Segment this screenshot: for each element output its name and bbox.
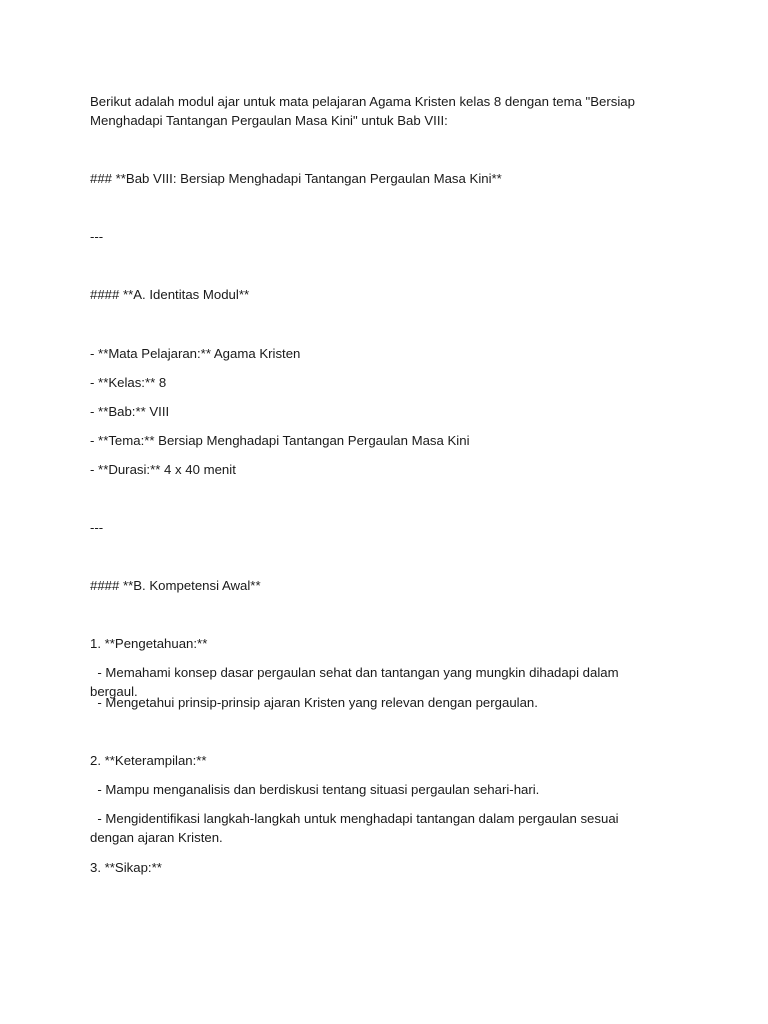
knowledge-point: - Memahami konsep dasar pergaulan sehat dan tantangan yang mungkin dihadapi dalam bergaul. [90, 665, 623, 699]
skills-point: - Mampu menganalisis dan berdiskusi tentang situasi pergaulan sehari-hari. [90, 782, 540, 797]
group-title-knowledge: 1. **Pengetahuan:** [90, 636, 208, 651]
section-b-heading: #### **B. Kompetensi Awal** [90, 578, 261, 593]
identity-item-subject: - **Mata Pelajaran:** Agama Kristen [90, 346, 301, 361]
separator: --- [90, 520, 104, 535]
identity-item-class: - **Kelas:** 8 [90, 375, 167, 390]
identity-item-chapter: - **Bab:** VIII [90, 404, 170, 419]
group-title-skills: 2. **Keterampilan:** [90, 753, 207, 768]
chapter-heading: ### **Bab VIII: Bersiap Menghadapi Tantangan Pergaulan Masa Kini** [90, 171, 502, 186]
skills-point: - Mengidentifikasi langkah-langkah untuk menghadapi tantangan dalam pergaulan sesuai dengan ajaran Kristen. [90, 811, 623, 845]
identity-item-duration: - **Durasi:** 4 x 40 menit [90, 462, 236, 477]
intro-paragraph: Berikut adalah modul ajar untuk mata pelajaran Agama Kristen kelas 8 dengan tema "Bersiap Menghadapi Tantangan Pergaulan Masa Kini" untuk Bab VIII: [90, 94, 639, 128]
section-a-heading: #### **A. Identitas Modul** [90, 287, 250, 302]
separator: --- [90, 229, 104, 244]
group-title-attitude: 3. **Sikap:** [90, 860, 162, 875]
identity-item-theme: - **Tema:** Bersiap Menghadapi Tantangan Pergaulan Masa Kini [90, 433, 470, 448]
knowledge-point: - Mengetahui prinsip-prinsip ajaran Kristen yang relevan dengan pergaulan. [90, 695, 538, 710]
